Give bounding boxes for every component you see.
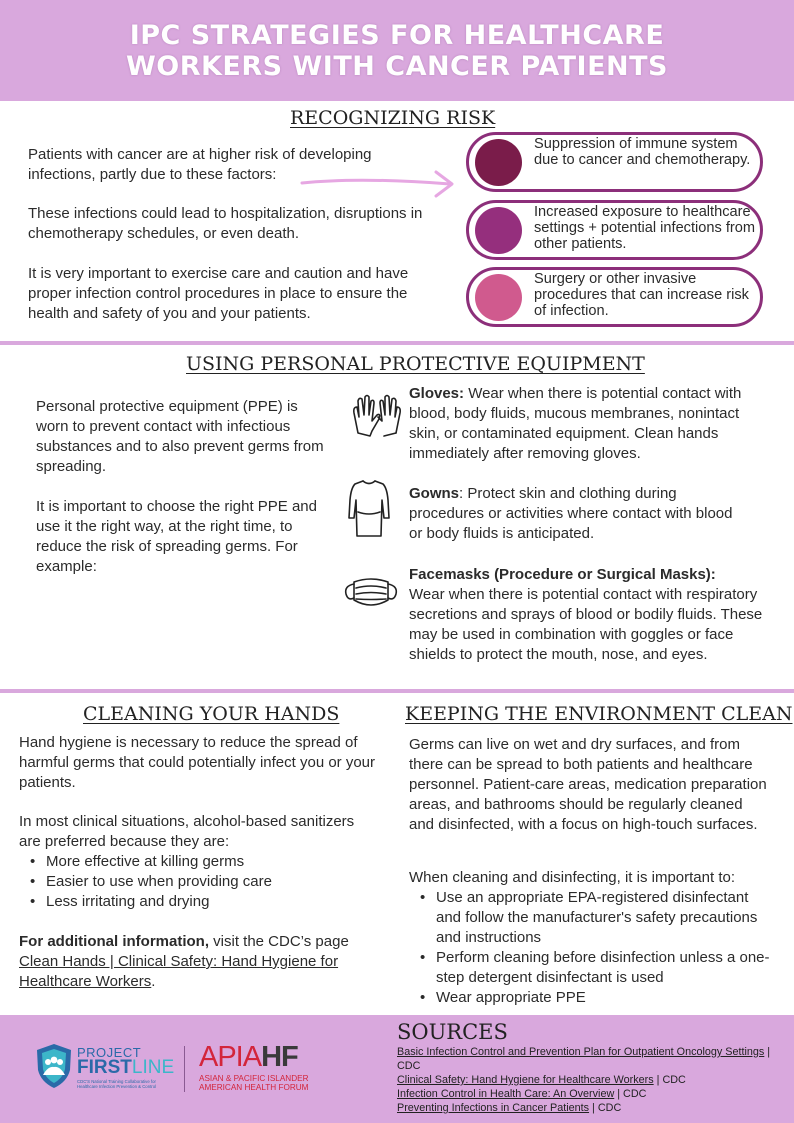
hand-hygiene-link[interactable]: Clean Hands | Clinical Safety: Hand Hygiene for Healthcare Workers (19, 953, 339, 990)
masks-description (409, 565, 769, 665)
logo-first-word: FIRST (77, 1057, 132, 1078)
source-item (397, 1088, 777, 1102)
hands-info (19, 932, 379, 992)
page-title (126, 20, 668, 82)
gowns-description (409, 484, 749, 544)
gowns-label: Gowns (409, 485, 460, 502)
logo-project-text: PROJECT (77, 1045, 142, 1060)
ppe-para-2: It is important to choose the right PPE and use it the right way, at the right time, to reduce the risk of spreading germs. For example: (36, 498, 317, 575)
gown-icon (347, 478, 391, 538)
source-suffix: | CDC (589, 1102, 622, 1114)
risk-factor-circle (475, 274, 522, 321)
gloves-text: Wear when there is potential contact with blood, body fluids, mucous membranes, nonintact skin, or contaminated equipment. Clean hands immediately after removing gloves. (409, 385, 742, 462)
gowns-text: : Protect skin and clothing during procedures or activities where contact with blood or body fluids is anticipated. (409, 485, 733, 542)
hands-benefits-list (19, 852, 379, 912)
logo-hf-word: HF (261, 1041, 298, 1073)
hands-para-2: In most clinical situations, alcohol-based sanitizers are preferred because they are: (19, 813, 355, 850)
hands-info-bold: For additional information, (19, 933, 209, 950)
masks-text: Wear when there is potential contact with respiratory secretions and sprays of blood or bodily fluids. These may be used in combination with goggles or face shields to protect the mouth, nose, and eyes. (409, 586, 763, 663)
environment-title: KEEPING THE ENVIRONMENT CLEAN (405, 703, 793, 725)
risk-factor-card (466, 132, 763, 192)
source-link[interactable]: Clinical Safety: Hand Hygiene for Healthcare Workers (397, 1074, 654, 1086)
hands-info-end: . (151, 973, 156, 990)
ppe-title: USING PERSONAL PROTECTIVE EQUIPMENT (186, 353, 645, 375)
logo-apia-word: APIA (199, 1041, 262, 1073)
risk-para-2: These infections could lead to hospitalization, disruptions in chemotherapy schedules, or even death. (28, 205, 423, 242)
gloves-label: Gloves: (409, 385, 465, 402)
list-item: • Easier to use when providing care (19, 872, 379, 892)
risk-factor-text: Surgery or other invasive procedures that can increase risk of infection. (534, 271, 749, 319)
environment-para-1: Germs can live on wet and dry surfaces, and from there can be spread to both patients and healthcare personnel. Patient-care areas, medication preparation areas, and bathrooms should be regularly cleaned and disinfected, with a focus on high-touch surfaces. (409, 736, 767, 833)
risk-factor-circle (475, 207, 522, 254)
section-divider (0, 341, 794, 345)
logo-apiahf-line2: AMERICAN HEALTH FORUM (199, 1083, 309, 1092)
source-link[interactable]: Basic Infection Control and Prevention Plan for Outpatient Oncology Settings (397, 1046, 765, 1058)
risk-factor-card (466, 267, 763, 327)
hands-info-text: visit the CDC’s page (209, 933, 349, 950)
sources-title: SOURCES (397, 1020, 508, 1044)
arrow-right-icon (300, 168, 460, 200)
recognizing-risk-title: RECOGNIZING RISK (290, 107, 496, 129)
logo-apiahf-text (199, 1042, 298, 1072)
source-suffix: | CDC (397, 1046, 771, 1072)
list-item: • Perform cleaning before disinfection unless a one-step detergent disinfectant is used (409, 948, 771, 988)
source-item (397, 1074, 777, 1088)
risk-factor-text: Increased exposure to healthcare settings + potential infections from other patients. (534, 204, 756, 252)
risk-factor-text: Suppression of immune system due to cancer and chemotherapy. (534, 136, 751, 168)
page-header (0, 0, 794, 101)
list-item: • Less irritating and drying (19, 892, 379, 912)
list-item: • Use an appropriate EPA-registered disinfectant and follow the manufacturer's safety precautions and instructions (409, 888, 771, 948)
ppe-para-1: Personal protective equipment (PPE) is worn to prevent contact with infectious substances and to also prevent germs from spreading. (36, 398, 324, 475)
logo-apiahf-line1: ASIAN & PACIFIC ISLANDER (199, 1074, 309, 1083)
logo-line-word: LINE (131, 1057, 175, 1078)
source-suffix: | CDC (614, 1088, 647, 1100)
source-link[interactable]: Infection Control in Health Care: An Overview (397, 1088, 615, 1100)
source-suffix: | CDC (653, 1074, 686, 1086)
source-link[interactable]: Preventing Infections in Cancer Patients (397, 1102, 590, 1114)
hands-para-1: Hand hygiene is necessary to reduce the spread of harmful germs that could potentially infect you or your patients. (19, 734, 376, 791)
masks-label: Facemasks (Procedure or Surgical Masks): (409, 566, 716, 583)
risk-para-1: Patients with cancer are at higher risk of developing infections, partly due to these factors: (28, 146, 372, 183)
logo-firstline-text (77, 1058, 174, 1077)
facemask-icon (342, 574, 400, 612)
apiahf-logo (199, 1042, 329, 1096)
hands-title: CLEANING YOUR HANDS (83, 703, 340, 725)
source-item (397, 1102, 777, 1116)
project-firstline-logo (34, 1042, 184, 1094)
list-item: • Wear appropriate PPE (409, 988, 771, 1008)
page-title-line1: IPC STRATEGIES FOR HEALTHCARE (129, 19, 665, 51)
page-title-line2: WORKERS WITH CANCER PATIENTS (125, 50, 668, 82)
source-item (397, 1046, 777, 1073)
section-divider (0, 689, 794, 693)
risk-factor-circle (475, 139, 522, 186)
logo-divider (184, 1046, 185, 1092)
risk-para-3: It is very important to exercise care and caution and have proper infection control procedures in place to ensure the health and safety of you and your patients. (28, 265, 409, 322)
logo-tagline: CDC'S National Training Collaborative for Healthcare Infection Prevention & Control (77, 1079, 157, 1089)
environment-para-2: When cleaning and disinfecting, it is important to: (409, 869, 736, 886)
gloves-description (409, 384, 769, 464)
gloves-icon (350, 393, 404, 439)
risk-factor-card (466, 200, 763, 260)
list-item: • More effective at killing germs (19, 852, 379, 872)
environment-steps-list (409, 888, 771, 1008)
shield-icon (34, 1042, 74, 1090)
